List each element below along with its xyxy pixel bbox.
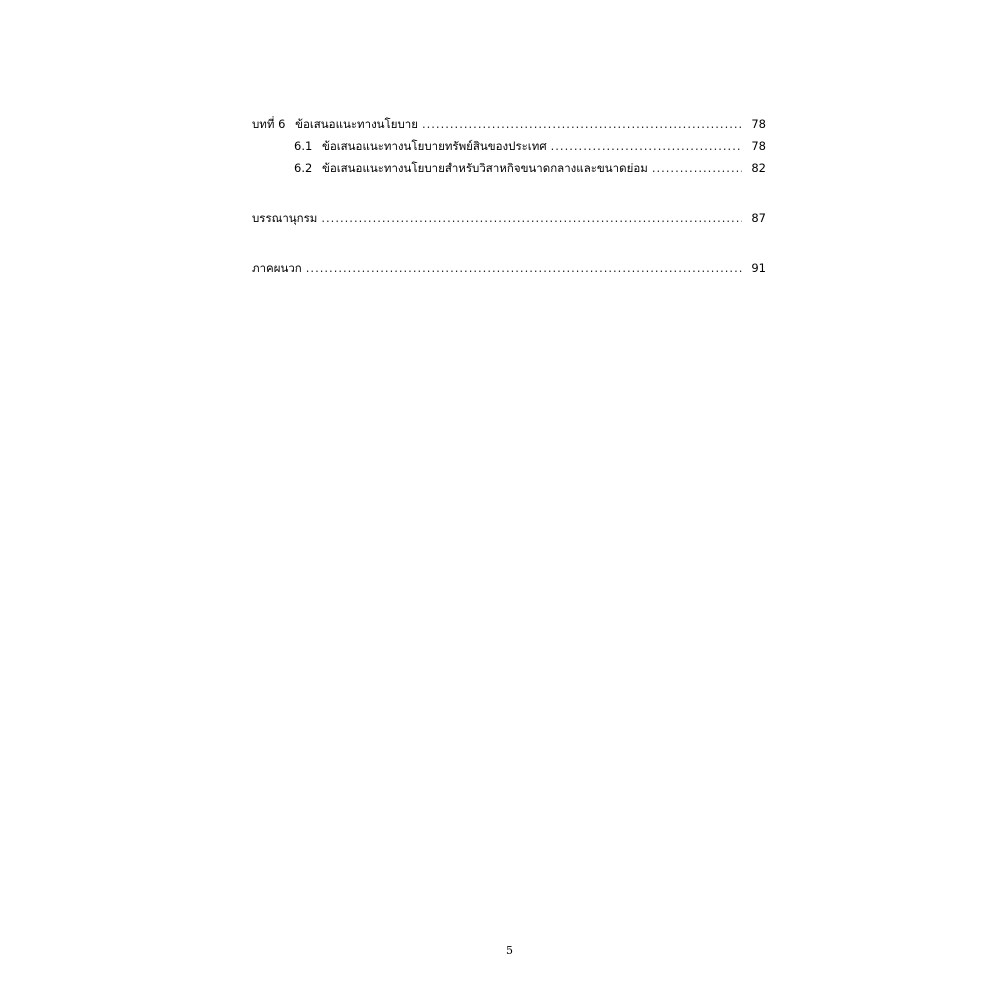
toc-entry-6-2	[252, 157, 766, 179]
dot-leader	[551, 135, 742, 157]
toc-entry-title	[294, 157, 648, 179]
toc-entry-label: 6.1	[294, 139, 313, 153]
toc-entry-page: 87	[751, 211, 766, 225]
dot-leader	[321, 207, 742, 229]
toc-entry-chapter-6	[252, 113, 766, 135]
toc-entry-text: ภาคผนวก	[252, 261, 302, 275]
page-number: 5	[506, 944, 513, 957]
toc-entry-page: 78	[751, 117, 766, 131]
dot-leader	[306, 257, 742, 279]
toc-entry-text: ข้อเสนอแนะทางนโยบาย	[295, 117, 418, 131]
table-of-contents	[252, 113, 766, 279]
toc-entry-text: ข้อเสนอแนะทางนโยบายสำหรับวิสาหกิจขนาดกลางและขนาดย่อม	[321, 161, 648, 175]
toc-entry-appendix	[252, 257, 766, 279]
toc-entry-text: ข้อเสนอแนะทางนโยบายทรัพย์สินของประเทศ	[321, 139, 547, 153]
toc-entry-page: 82	[751, 161, 766, 175]
toc-entry-bibliography	[252, 207, 766, 229]
toc-entry-label: บทที่ 6	[252, 117, 286, 131]
toc-entry-title	[252, 207, 317, 229]
dot-leader	[652, 157, 742, 179]
toc-entry-page: 91	[751, 261, 766, 275]
toc-entry-page: 78	[751, 139, 766, 153]
toc-entry-6-1	[252, 135, 766, 157]
toc-entry-title	[252, 113, 418, 135]
toc-entry-title	[252, 257, 302, 279]
toc-entry-text: บรรณานุกรม	[252, 211, 318, 225]
dot-leader	[422, 113, 742, 135]
toc-entry-label: 6.2	[294, 161, 313, 175]
toc-entry-title	[294, 135, 547, 157]
